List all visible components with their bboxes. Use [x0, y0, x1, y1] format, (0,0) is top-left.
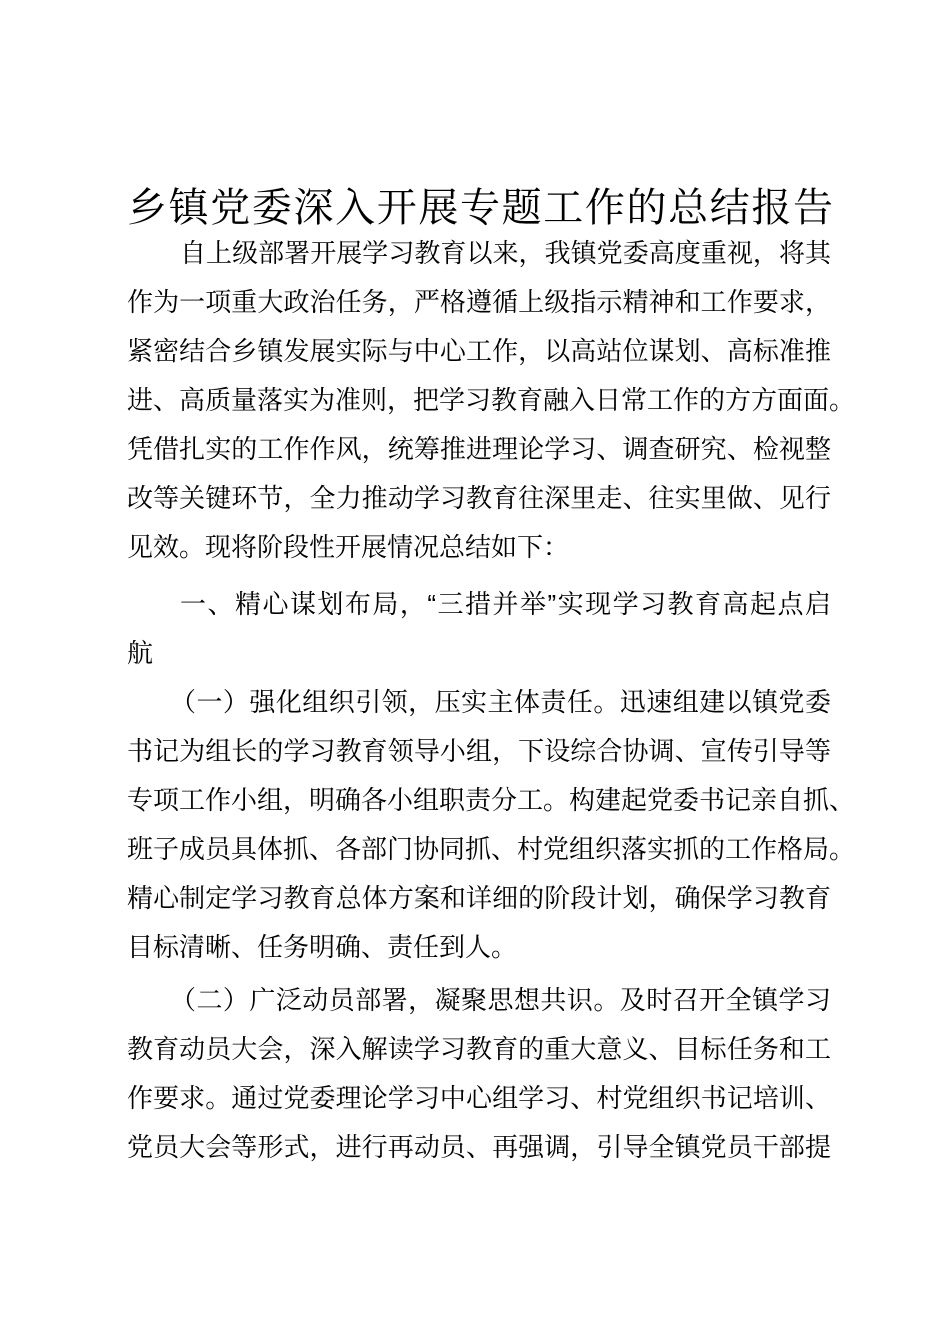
text-line: 紧密结合乡镇发展实际与中心工作，以高站位谋划、高标准推 — [127, 336, 831, 366]
text-line: 教育动员大会，深入解读学习教育的重大意义、目标任务和工 — [127, 1034, 831, 1064]
text-line: （二）广泛动员部署，凝聚思想共识。及时召开全镇学习 — [170, 985, 831, 1015]
text-line: 改等关键环节，全力推动学习教育往深里走、往实里做、见行 — [127, 483, 831, 513]
text-line: 进、高质量落实为准则，把学习教育融入日常工作的方方面面。 — [127, 385, 856, 415]
text-line: 航 — [127, 638, 154, 668]
text-line: （一）强化组织引领，压实主体责任。迅速组建以镇党委 — [170, 687, 831, 717]
text-line: 一、精心谋划布局，“三措并举”实现学习教育高起点启 — [180, 589, 831, 619]
text-line: 见效。现将阶段性开展情况总结如下： — [127, 532, 570, 562]
text-line: 党员大会等形式，进行再动员、再强调，引导全镇党员干部提 — [127, 1132, 831, 1162]
text-line: 专项工作小组，明确各小组职责分工。构建起党委书记亲自抓、 — [127, 785, 856, 815]
text-line: 精心制定学习教育总体方案和详细的阶段计划，确保学习教育 — [127, 883, 831, 913]
document-title: 乡镇党委深入开展专题工作的总结报告 — [127, 185, 833, 230]
text-line: 凭借扎实的工作作风，统筹推进理论学习、调查研究、检视整 — [127, 434, 831, 464]
text-line: 班子成员具体抓、各部门协同抓、村党组织落实抓的工作格局。 — [127, 834, 856, 864]
text-line: 目标清晰、任务明确、责任到人。 — [127, 932, 518, 962]
text-line: 作为一项重大政治任务，严格遵循上级指示精神和工作要求， — [127, 287, 831, 317]
text-line: 书记为组长的学习教育领导小组，下设综合协调、宣传引导等 — [127, 736, 831, 766]
text-line: 自上级部署开展学习教育以来，我镇党委高度重视，将其 — [180, 238, 831, 268]
text-line: 作要求。通过党委理论学习中心组学习、村党组织书记培训、 — [127, 1083, 831, 1113]
